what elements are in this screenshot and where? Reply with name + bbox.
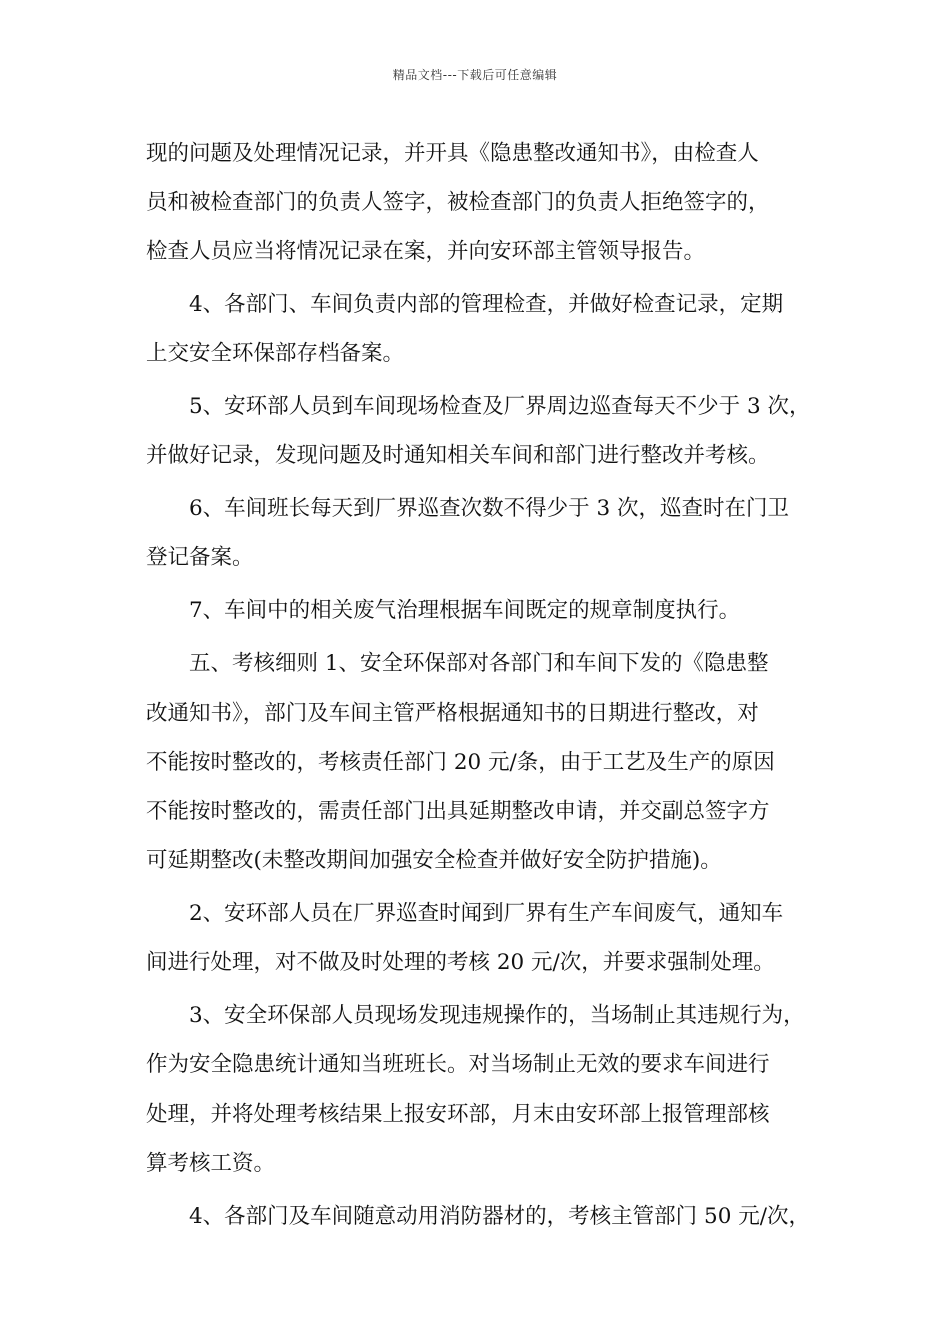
- text-line: 改通知书》，部门及车间主管严格根据通知书的日期进行整改，对: [146, 701, 759, 726]
- text-line: 不能按时整改的，需责任部门出具延期整改申请，并交副总签字方: [146, 799, 770, 824]
- text-line: 作为安全隐患统计通知当班班长。对当场制止无效的要求车间进行: [146, 1052, 770, 1077]
- text-line: 3、安全环保部人员现场发现违规操作的，当场制止其违规行为，: [189, 1003, 805, 1028]
- text-line: 五、考核细则 1、安全环保部对各部门和车间下发的《隐患整: [189, 651, 769, 676]
- text-line: 5、安环部人员到车间现场检查及厂界周边巡查每天不少于 3 次，: [189, 394, 811, 419]
- text-line: 间进行处理，对不做及时处理的考核 20 元/次，并要求强制处理。: [146, 950, 775, 975]
- text-line: 可延期整改(未整改期间加强安全检查并做好安全防护措施)。: [146, 848, 722, 873]
- text-line: 7、车间中的相关废气治理根据车间既定的规章制度执行。: [189, 598, 741, 623]
- text-line: 处理，并将处理考核结果上报安环部，月末由安环部上报管理部核: [146, 1102, 770, 1127]
- text-line: 2、安环部人员在厂界巡查时闻到厂界有生产车间废气，通知车: [189, 901, 784, 926]
- text-line: 6、车间班长每天到厂界巡查次数不得少于 3 次，巡查时在门卫: [189, 496, 790, 521]
- text-line: 算考核工资。: [146, 1151, 276, 1176]
- text-line: 上交安全环保部存档备案。: [146, 341, 405, 366]
- page-header: 精品文档---下载后可任意编辑: [392, 68, 558, 82]
- text-line: 检查人员应当将情况记录在案，并向安环部主管领导报告。: [146, 239, 706, 264]
- text-line: 4、各部门及车间随意动用消防器材的，考核主管部门 50 元/次，: [189, 1204, 810, 1229]
- text-line: 4、各部门、车间负责内部的管理检查，并做好检查记录，定期: [189, 292, 784, 317]
- text-line: 不能按时整改的，考核责任部门 20 元/条，由于工艺及生产的原因: [146, 750, 775, 775]
- text-line: 现的问题及处理情况记录，并开具《隐患整改通知书》，由检查人: [146, 141, 759, 166]
- text-line: 员和被检查部门的负责人签字，被检查部门的负责人拒绝签字的，: [146, 190, 770, 215]
- text-line: 并做好记录，发现问题及时通知相关车间和部门进行整改并考核。: [146, 443, 770, 468]
- text-line: 登记备案。: [146, 545, 254, 570]
